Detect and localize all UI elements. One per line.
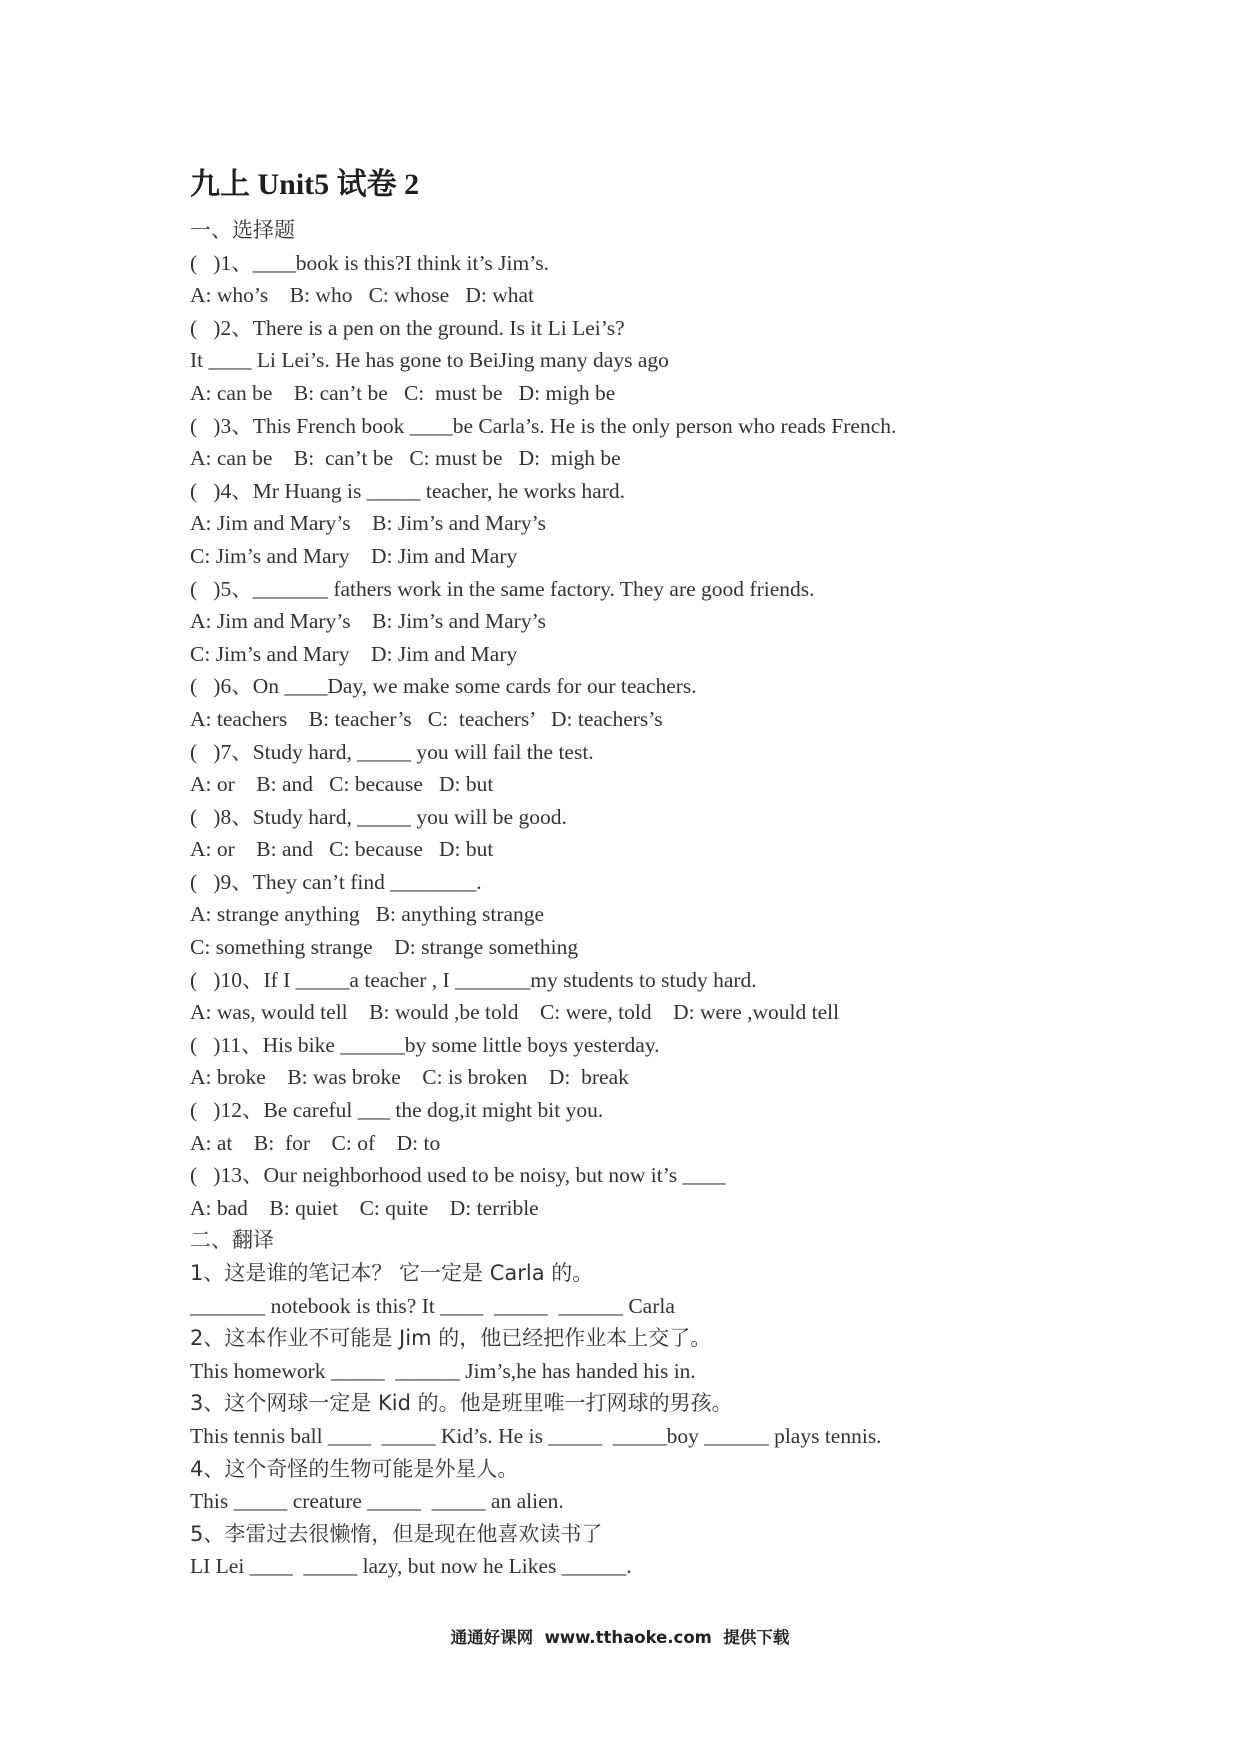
section-title-choice: 一、选择题 bbox=[190, 218, 295, 242]
translation-5-chinese: 5、李雷过去很懒惰，但是现在他喜欢读书了 bbox=[190, 1521, 603, 1546]
question-6-options: A: teachers B: teacher’s C: teachers’ D: teachers’s bbox=[190, 706, 663, 731]
question-4: ( )4、Mr Huang is _____ teacher, he works hard. bbox=[190, 478, 625, 503]
question-11-options: A: broke B: was broke C: is broken D: break bbox=[190, 1065, 629, 1090]
question-12-options: A: at B: for C: of D: to bbox=[190, 1130, 441, 1155]
question-11: ( )11、His bike ______by some little boys yesterday. bbox=[190, 1032, 660, 1057]
question-4-options-b: C: Jim’s and Mary D: Jim and Mary bbox=[190, 543, 518, 568]
translation-4-chinese: 4、这个奇怪的生物可能是外星人。 bbox=[190, 1456, 519, 1481]
exam-page bbox=[190, 160, 1190, 1583]
question-8: ( )8、Study hard, _____ you will be good. bbox=[190, 804, 567, 829]
question-13-options: A: bad B: quiet C: quite D: terrible bbox=[190, 1195, 539, 1220]
page-footer: 通通好课网 www.tthaoke.com 提供下载 bbox=[450, 1628, 790, 1647]
question-3: ( )3、This French book ____be Carla’s. He is the only person who reads French. bbox=[190, 413, 897, 438]
translation-5-english: LI Lei ____ _____ lazy, but now he Likes ______. bbox=[190, 1554, 632, 1579]
translation-4-english: This _____ creature _____ _____ an alien. bbox=[190, 1489, 564, 1514]
section-title-translation: 二、翻译 bbox=[190, 1228, 274, 1253]
question-5-options-b: C: Jim’s and Mary D: Jim and Mary bbox=[190, 641, 518, 666]
translation-1-english: _______ notebook is this? It ____ _____ ______ Carla bbox=[190, 1293, 675, 1318]
question-10: ( )10、If I _____a teacher , I _______my students to study hard. bbox=[190, 967, 757, 992]
translation-2-english: This homework _____ ______ Jim’s,he has handed his in. bbox=[190, 1358, 696, 1383]
question-1: ( )1、____book is this?I think it’s Jim’s. bbox=[190, 250, 549, 275]
translation-2-chinese: 2、这本作业不可能是 Jim 的，他已经把作业本上交了。 bbox=[190, 1326, 712, 1351]
question-2-stem: It ____ Li Lei’s. He has gone to BeiJing many days ago bbox=[190, 348, 669, 373]
question-10-options: A: was, would tell B: would ,be told C: were, told D: were ,would tell bbox=[190, 1000, 840, 1025]
question-9-options-b: C: something strange D: strange something bbox=[190, 935, 579, 960]
question-5-options-a: A: Jim and Mary’s B: Jim’s and Mary’s bbox=[190, 609, 546, 634]
translation-3-chinese: 3、这个网球一定是 Kid 的。他是班里唯一打网球的男孩。 bbox=[190, 1391, 733, 1416]
page-title: 九上 Unit5 试卷 2 bbox=[190, 168, 420, 201]
question-12: ( )12、Be careful ___ the dog,it might bit you. bbox=[190, 1098, 604, 1123]
translation-1-chinese: 1、这是谁的笔记本？ 它一定是 Carla 的。 bbox=[190, 1261, 594, 1285]
question-3-options: A: can be B: can’t be C: must be D: migh be bbox=[190, 446, 621, 471]
question-6: ( )6、On ____Day, we make some cards for our teachers. bbox=[190, 674, 697, 699]
question-4-options-a: A: Jim and Mary’s B: Jim’s and Mary’s bbox=[190, 511, 546, 536]
question-1-options: A: who’s B: who C: whose D: what bbox=[190, 283, 534, 308]
translation-3-english: This tennis ball ____ _____ Kid’s. He is _____ _____boy ______ plays tennis. bbox=[190, 1423, 882, 1448]
question-7-options: A: or B: and C: because D: but bbox=[190, 772, 494, 797]
question-9: ( )9、They can’t find ________. bbox=[190, 869, 482, 894]
question-7: ( )7、Study hard, _____ you will fail the test. bbox=[190, 739, 594, 764]
question-2: ( )2、There is a pen on the ground. Is it Li Lei’s? bbox=[190, 315, 625, 340]
question-9-options-a: A: strange anything B: anything strange bbox=[190, 902, 545, 927]
question-2-options: A: can be B: can’t be C: must be D: migh be bbox=[190, 380, 616, 405]
question-8-options: A: or B: and C: because D: but bbox=[190, 837, 494, 862]
question-13: ( )13、Our neighborhood used to be noisy, but now it’s ____ bbox=[190, 1163, 726, 1188]
question-5: ( )5、_______ fathers work in the same factory. They are good friends. bbox=[190, 576, 815, 601]
